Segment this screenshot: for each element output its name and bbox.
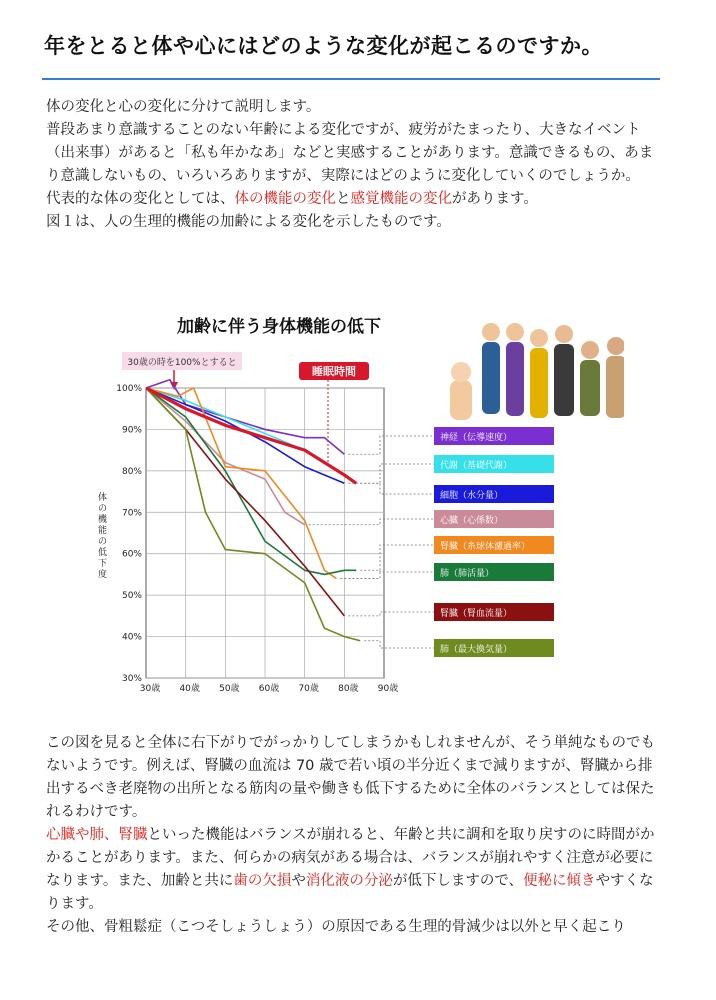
legend-label: 腎臓（腎血流量） [440,609,513,619]
series-line [146,380,344,455]
x-tick-label: 40歳 [179,684,200,694]
y-tick-label: 100% [116,384,142,394]
legend-label: 神経（伝導速度） [440,433,513,443]
intro-line-3-c: と [336,191,351,207]
legend-label: 細胞（水分量） [440,491,504,501]
highlight-tooth-loss: 歯の欠損 [233,873,292,889]
highlight-digestive-secretion: 消化液の分泌 [305,873,393,889]
aging-people-illustration [450,323,624,420]
legend-label: 腎臓（糸球体濾過率） [440,542,531,552]
y-tick-label: 30% [121,674,142,684]
legend-label: 肺（最大換気量） [440,645,513,655]
legend-label: 代謝（基礎代謝） [440,461,513,471]
x-tick-label: 30歳 [139,684,161,694]
outro-p2-f: が低下しますので、 [392,873,524,889]
x-tick-label: 80歳 [338,684,359,694]
x-tick-label: 90歳 [377,684,399,694]
outro-p2-b: といった機能はバランスが崩れると、年齢と共に調和を取り戻すのに時間がかかることがあります。また、何らかの病気がある場合は、バランスが崩れやすく注意が必要になります。また、加齢と共に [46,827,655,889]
outro-section [46,732,666,939]
intro-line-4: 図１は、人の生理的機能の加齢による変化を示したものです。 [46,214,451,230]
plot-area [116,380,554,694]
sleep-label: 睡眠時間 [312,365,356,378]
x-tick-label: 60歳 [258,684,280,694]
intro-line-3-a: 代表的な体の変化としては、 [46,191,235,207]
legend-leader [348,483,434,494]
x-tick-label: 50歳 [219,684,240,694]
y-tick-label: 90% [121,425,142,436]
y-tick-label: 50% [121,591,142,602]
baseline-annotation: 30歳の時を100%とすると [127,358,237,368]
outro-p2-d: や [291,873,306,889]
highlight-constipation: 便秘に傾き [523,873,596,889]
series-line [146,388,336,579]
y-tick-label: 40% [121,632,142,643]
intro-section [46,96,666,234]
legend-label: 肺（肺活量） [440,569,495,579]
page-title: 年をとると体や心にはどのような変化が起こるのですか。 [44,34,603,58]
legend-label: 心臓（心係数） [440,516,504,526]
chart-svg [84,300,624,700]
highlight-body-function: 体の機能の変化 [234,191,336,207]
intro-line-3 [46,188,666,211]
intro-line-1: 体の変化と心の変化に分けて説明します。 [46,99,321,115]
outro-paragraph-1: この図を見ると全体に右下がりでがっかりしてしまうかもしれませんが、そう単純なものでもないようです。例えば、腎臓の血流は 70 歳で若い頃の半分近くまで減りますが、腎臓から排出するべき老廃物の出所となる筋肉の量や働きも低下するために全体のバランスとしては保たれるわけです。 [46,735,655,820]
aging-function-chart [84,300,624,700]
legend-leader [348,436,434,454]
outro-p2-h: やすくなります。 [46,873,654,912]
highlight-heart-lung-kidney: 心臓や肺、腎臓 [46,827,148,843]
y-axis-label: 体の機能の低下度 [98,493,108,580]
y-tick-label: 60% [121,549,142,560]
legend-leader [309,519,434,525]
y-tick-label: 70% [121,508,142,519]
outro-paragraph-2 [46,824,666,916]
series-line [146,388,344,616]
x-tick-label: 70歳 [298,684,319,694]
legend-leader [360,570,434,572]
chart-title: 加齢に伴う身体機能の低下 [177,317,381,337]
legend-leader [364,641,434,648]
outro-paragraph-3: その他、骨粗鬆症（こつそしょうしょう）の原因である生理的骨減少は以外と早く起こり [46,919,626,935]
y-tick-label: 80% [121,466,142,477]
highlight-sense-function: 感覚機能の変化 [350,191,452,207]
legend-leader [360,464,434,483]
legend-leader [340,545,434,579]
title-divider [42,78,660,80]
intro-line-3-e: があります。 [452,191,538,207]
legend-leader [348,612,434,616]
intro-line-2: 普段あまり意識することのない年齢による変化ですが、疲労がたまったり、大きなイベント（出来事）があると「私も年かなあ」などと実感することがあります。意識できるもの、あまり意識しないもの、いろいろありますが、実際にはどのように変化していくのでしょうか。 [46,122,654,184]
series-line [146,388,356,574]
